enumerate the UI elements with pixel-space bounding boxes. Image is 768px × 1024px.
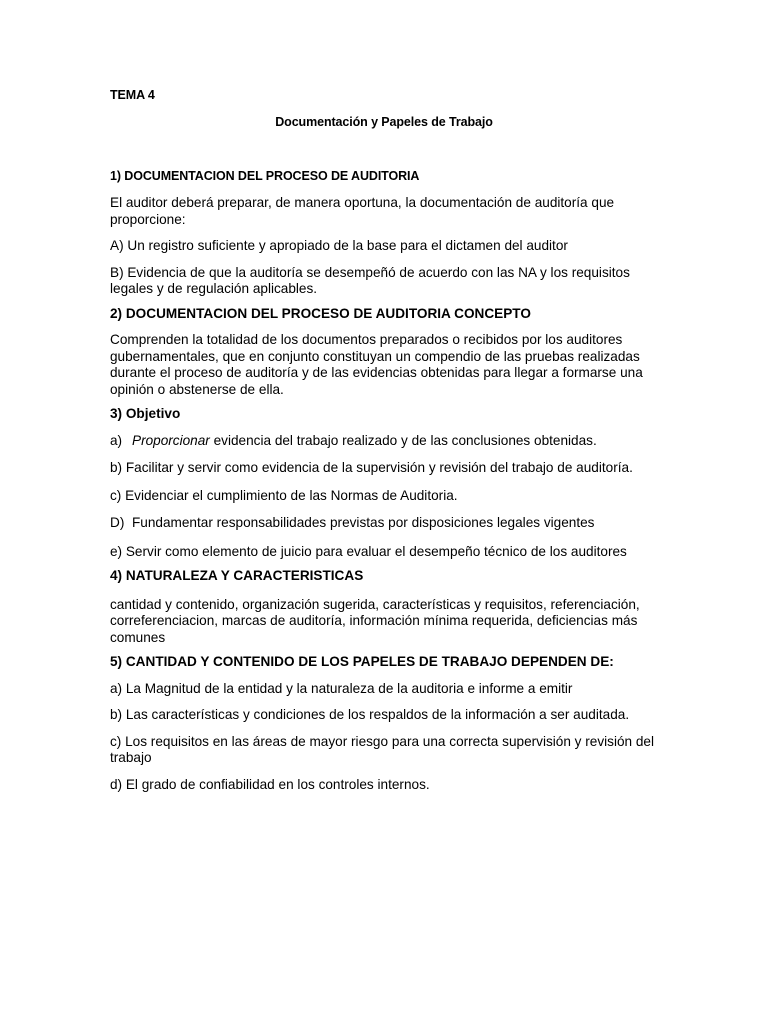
section1-heading: 1) DOCUMENTACION DEL PROCESO DE AUDITORIA <box>110 169 420 183</box>
section3-item-c: c) Evidenciar el cumplimiento de las Normas de Auditoria. <box>110 487 458 503</box>
section3-item-a <box>110 433 658 450</box>
section2-body: Comprenden la totalidad de los documentos preparados o recibidos por los auditores gubernamentales, que en conjunto constituyan un compendio de las pruebas realizadas durante el proceso de auditoría y de las evidencias obtenidas para llegar a formarse una opinión o abstenerse de ella. <box>110 332 643 397</box>
section2-heading: 2) DOCUMENTACION DEL PROCESO DE AUDITORIA CONCEPTO <box>110 305 531 321</box>
section3-item-a-emphasis: Proporcionar <box>132 432 210 448</box>
section3-item-e: e) Servir como elemento de juicio para evaluar el desempeño técnico de los auditores <box>110 543 627 559</box>
section1-intro: El auditor deberá preparar, de manera oportuna, la documentación de auditoría que proporcione: <box>110 195 615 227</box>
section3-item-b: b) Facilitar y servir como evidencia de la supervisión y revisión del trabajo de auditoría. <box>110 460 633 475</box>
section3-heading: 3) Objetivo <box>110 406 181 421</box>
section1-item-a: A) Un registro suficiente y apropiado de la base para el dictamen del auditor <box>110 238 568 253</box>
section3-item-a-label: a) <box>110 432 123 448</box>
tema-label: TEMA 4 <box>110 88 155 102</box>
section5-item-d: d) El grado de confiabilidad en los controles internos. <box>110 776 430 792</box>
document-title: Documentación y Papeles de Trabajo <box>275 115 493 129</box>
document-body <box>110 195 658 803</box>
section4-body: cantidad y contenido, organización sugerida, características y requisitos, referenciación, correferenciacion, marcas de auditoría, información mínima requerida, deficiencias más comunes <box>110 596 640 645</box>
section5-item-a: a) La Magnitud de la entidad y la naturaleza de la auditoria e informe a emitir <box>110 680 573 696</box>
section4-heading: 4) NATURALEZA Y CARACTERISTICAS <box>110 568 364 583</box>
section3-item-a-text: evidencia del trabajo realizado y de las conclusiones obtenidas. <box>209 432 597 448</box>
section3-item-d-text: Fundamentar responsabilidades previstas por disposiciones legales vigentes <box>132 515 595 530</box>
section1-item-b: B) Evidencia de que la auditoría se desempeñó de acuerdo con las NA y los requisitos legales y de regulación aplicables. <box>110 264 630 296</box>
section5-item-c: c) Los requisitos en las áreas de mayor riesgo para una correcta supervisión y revisión del trabajo <box>110 733 655 765</box>
section5-heading: 5) CANTIDAD Y CONTENIDO DE LOS PAPELES DE TRABAJO DEPENDEN DE: <box>110 654 614 669</box>
section3-item-d-label: D) <box>110 515 125 530</box>
section5-item-b: b) Las características y condiciones de los respaldos de la información a ser auditada. <box>110 707 630 722</box>
section3-item-d <box>110 515 658 532</box>
